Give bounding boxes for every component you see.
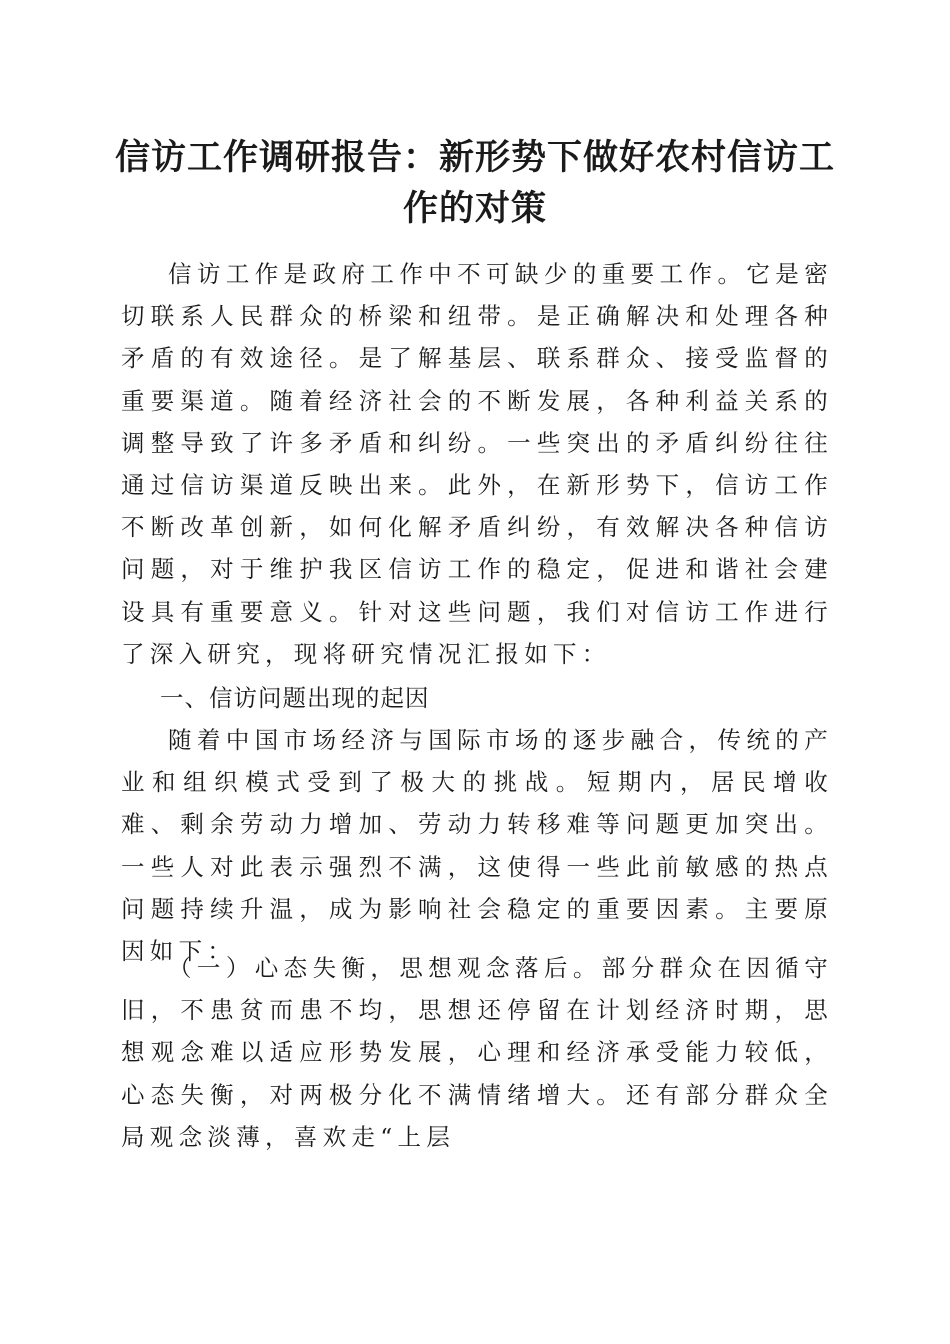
subsection-text: 部分群众在因循守旧，不患贫而患不均，思想还停留在计划经济时期，思想观念难以适应形势发展，心理和经济承受能力较低，心态失衡，对两极分化不满情绪增大。还有部分群众全局观念淡薄，喜欢走“上层 — [121, 954, 834, 1151]
document-title: 信访工作调研报告：新形势下做好农村信访工作的对策 — [114, 137, 835, 229]
section-heading: 一、信访问题出现的起因 — [160, 684, 430, 712]
cause-paragraph: 随着中国市场经济与国际市场的逐步融合，传统的产业和组织模式受到了极大的挑战。短期内，居民增收难、剩余劳动力增加、劳动力转移难等问题更加突出。一些人对此表示强烈不满，这使得一些此前敏感的热点问题持续升温，成为影响社会稳定的重要因素。主要原因如下： — [121, 726, 833, 966]
intro-paragraph: 信访工作是政府工作中不可缺少的重要工作。它是密切联系人民群众的桥梁和纽带。是正确解决和处理各种矛盾的有效途径。是了解基层、联系群众、接受监督的重要渠道。随着经济社会的不断发展，各种利益关系的调整导致了许多矛盾和纠纷。一些突出的矛盾纠纷往往通过信访渠道反映出来。此外，在新形势下，信访工作不断改革创新，如何化解矛盾纠纷，有效解决各种信访问题，对于维护我区信访工作的稳定，促进和谐社会建设具有重要意义。针对这些问题，我们对信访工作进行了深入研究，现将研究情况汇报如下： — [121, 260, 833, 668]
subsection-heading: （一）心态失衡，思想观念落后。 — [168, 954, 602, 982]
subsection-paragraph — [121, 947, 833, 1158]
